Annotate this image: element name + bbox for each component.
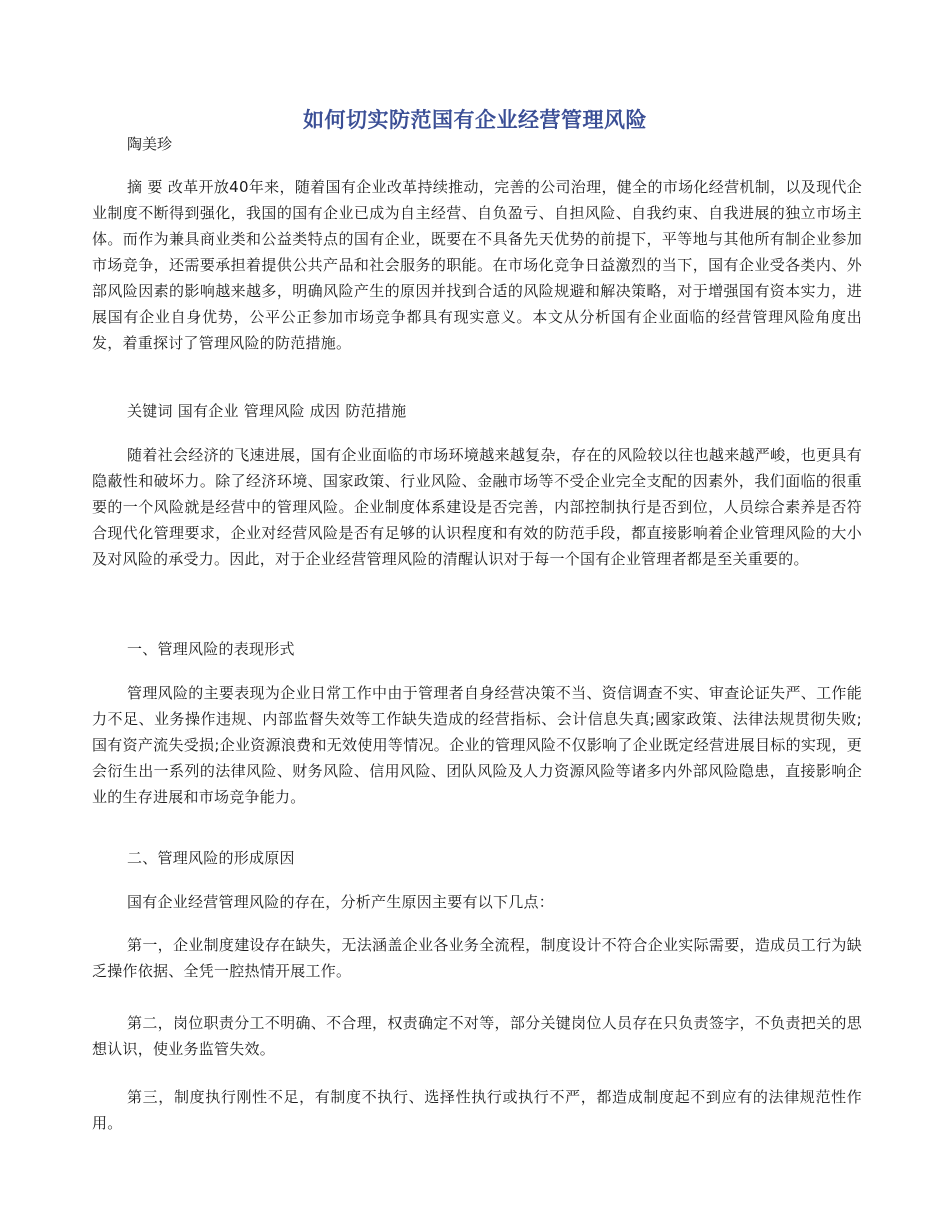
keywords-line: 关键词 国有企业 管理风险 成因 防范措施 (127, 402, 407, 420)
section-body-1: 管理风险的主要表现为企业日常工作中由于管理者自身经营决策不当、资信调查不实、审查论证失严、工作能力不足、业务操作违规、内部监督失效等工作缺失造成的经营指标、会计信息失真;國家政策、法律法规贯彻失败;国有资产流失受损;企业资源浪费和无效使用等情况。企业的管理风险不仅影响了企业既定经营进展目标的实现，更会衍生出一系列的法律风险、财务风险、信用风险、团队风险及人力资源风险等诸多内外部风险隐患，直接影响企业的生存进展和市场竞争能力。 (92, 684, 862, 806)
section-heading-1: 一、管理风险的表现形式 (127, 640, 295, 658)
section-heading-2: 二、管理风险的形成原因 (127, 849, 295, 867)
section-body-2: 国有企业经营管理风险的存在，分析产生原因主要有以下几点： (127, 893, 555, 911)
author-name: 陶美珍 (127, 135, 173, 153)
cause-point-1: 第一，企业制度建设存在缺失，无法涵盖企业各业务全流程，制度设计不符合企业实际需要，造成员工行为缺乏操作依据、全凭一腔热情开展工作。 (92, 936, 862, 980)
abstract-paragraph: 摘 要 改革开放40年来，随着国有企业改革持续推动，完善的公司治理，健全的市场化经营机制，以及现代企业制度不断得到强化，我国的国有企业已成为自主经营、自负盈亏、自担风险、自我约束、自我进展的独立市场主体。而作为兼具商业类和公益类特点的国有企业，既要在不具备先天优势的前提下，平等地与其他所有制企业参加市场竞争，还需要承担着提供公共产品和社会服务的职能。在市场化竞争日益激烈的当下，国有企业受各类内、外部风险因素的影响越来越多，明确风险产生的原因并找到合适的风险规避和解决策略，对于增强国有资本实力，进展国有企业自身优势，公平公正参加市场竞争都具有现实意义。本文从分析国有企业面临的经营管理风险角度出发，着重探讨了管理风险的防范措施。 (92, 178, 862, 352)
document-title: 如何切实防范国有企业经营管理风险 (303, 108, 647, 132)
cause-point-2: 第二，岗位职责分工不明确、不合理，权责确定不对等，部分关键岗位人员存在只负责签字，不负责把关的思想认识，使业务监管失效。 (92, 1014, 862, 1058)
intro-paragraph: 随着社会经济的飞速进展，国有企业面临的市场环境越来越复杂，存在的风险较以往也越来越严峻，也更具有隐蔽性和破坏力。除了经济环境、国家政策、行业风险、金融市场等不受企业完全支配的因素外，我们面临的很重要的一个风险就是经营中的管理风险。企业制度体系建设是否完善，内部控制执行是否到位，人员综合素养是否符合现代化管理要求，企业对经营风险是否有足够的认识程度和有效的防范手段，都直接影响着企业管理风险的大小及对风险的承受力。因此，对于企业经营管理风险的清醒认识对于每一个国有企业管理者都是至关重要的。 (92, 446, 862, 568)
cause-point-3: 第三，制度执行刚性不足，有制度不执行、选择性执行或执行不严，都造成制度起不到应有的法律规范性作用。 (92, 1088, 862, 1132)
